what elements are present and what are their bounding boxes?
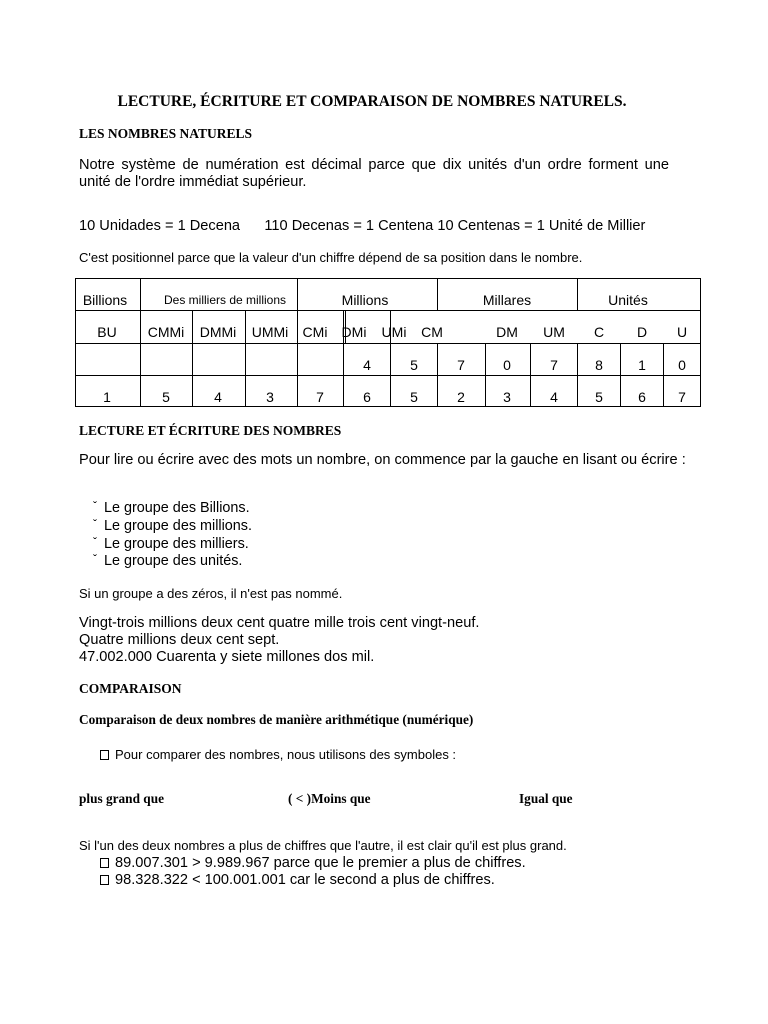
row1-value: 8 xyxy=(595,357,603,373)
symbols-intro: Pour comparer des nombres, nous utilisons des symboles : xyxy=(100,747,456,762)
order-label: U xyxy=(676,324,688,340)
order-label: BU xyxy=(97,324,117,340)
order-label: UMMi xyxy=(251,324,289,340)
document-title: LECTURE, ÉCRITURE ET COMPARAISON DE NOMBRES NATURELS. xyxy=(117,93,627,110)
symbol-equal: Igual que xyxy=(519,791,573,806)
group-billions: Billions xyxy=(82,292,128,308)
order-label: DMi xyxy=(341,324,367,340)
caron-bullet-icon: ˇ xyxy=(93,499,97,513)
order-label: CMMi xyxy=(147,324,185,340)
row2-value: 3 xyxy=(266,389,274,405)
group-millions: Millions xyxy=(341,292,389,308)
order-label: DM xyxy=(496,324,518,340)
row2-value: 2 xyxy=(457,389,465,405)
list-item: 98.328.322 < 100.001.001 car le second a plus de chiffres. xyxy=(100,872,526,889)
row1-value: 7 xyxy=(457,357,465,373)
comparison-subheading: Comparaison de deux nombres de manière arithmétique (numérique) xyxy=(79,712,474,727)
row2-value: 7 xyxy=(678,389,686,405)
symbol-greater-than: plus grand que xyxy=(79,791,164,806)
section-heading-natural-numbers: LES NOMBRES NATURELS xyxy=(79,126,253,141)
row1-value: 0 xyxy=(678,357,686,373)
order-label: UMi xyxy=(381,324,407,340)
group-millares: Millares xyxy=(482,292,532,308)
empty-box-bullet-icon xyxy=(100,875,109,885)
example-line: 47.002.000 Cuarenta y siete millones dos mil. xyxy=(79,649,375,665)
zeros-note: Si un groupe a des zéros, il n'est pas nommé. xyxy=(79,586,343,601)
row1-value: 7 xyxy=(550,357,558,373)
group-unites: Unités xyxy=(608,292,648,308)
caron-bullet-icon: ˇ xyxy=(93,534,97,549)
comparison-examples xyxy=(100,855,526,889)
example-line: Quatre millions deux cent sept. xyxy=(79,632,280,648)
caron-bullet-icon: ˇ xyxy=(93,552,97,567)
row2-value: 4 xyxy=(550,389,558,405)
row2-value: 6 xyxy=(363,389,371,405)
row2-value: 6 xyxy=(638,389,646,405)
list-item: ˇ Le groupe des millions. xyxy=(93,516,252,534)
list-item: ˇ Le groupe des milliers. xyxy=(93,534,249,552)
row2-value: 5 xyxy=(410,389,418,405)
row2-value: 4 xyxy=(214,389,222,405)
order-label: D xyxy=(636,324,648,340)
list-item: ˇ Le groupe des unités. xyxy=(93,552,243,570)
group-bullet-list xyxy=(93,500,252,571)
order-label: DMMi xyxy=(199,324,237,340)
row2-value: 5 xyxy=(162,389,170,405)
row1-value: 0 xyxy=(503,357,511,373)
place-value-table xyxy=(75,278,701,407)
order-label: CMi xyxy=(302,324,328,340)
symbol-less-than: ( < )Moins que xyxy=(288,791,371,806)
row2-value: 1 xyxy=(103,389,111,405)
equivalences-line: 10 Unidades = 1 Decena 110 Decenas = 1 Centena 10 Centenas = 1 Unité de Millier xyxy=(79,218,646,234)
row2-value: 3 xyxy=(503,389,511,405)
positional-note: C'est positionnel parce que la valeur d'un chiffre dépend de sa position dans le nombre. xyxy=(79,250,583,265)
order-label: CM xyxy=(421,324,443,340)
row1-value: 5 xyxy=(410,357,418,373)
row1-value: 1 xyxy=(638,357,646,373)
example-line: Vingt-trois millions deux cent quatre mille trois cent vingt-neuf. xyxy=(79,615,480,631)
row1-value: 4 xyxy=(363,357,371,373)
row2-value: 5 xyxy=(595,389,603,405)
order-label: C xyxy=(593,324,605,340)
empty-box-bullet-icon xyxy=(100,858,109,868)
section-heading-comparison: COMPARAISON xyxy=(79,681,182,696)
empty-box-bullet-icon xyxy=(100,750,109,760)
caron-bullet-icon: ˇ xyxy=(93,516,97,531)
order-label: UM xyxy=(543,324,565,340)
reading-paragraph: Pour lire ou écrire avec des mots un nombre, on commence par la gauche en lisant ou écrire : xyxy=(79,452,686,468)
list-item: ˇ Le groupe des Billions. xyxy=(93,499,250,516)
section-heading-reading-writing: LECTURE ET ÉCRITURE DES NOMBRES xyxy=(79,423,342,438)
comparison-rule: Si l'un des deux nombres a plus de chiffres que l'autre, il est clair qu'il est plus grand. xyxy=(79,838,567,853)
row2-value: 7 xyxy=(316,389,324,405)
group-milliers-de-millions: Des milliers de millions xyxy=(163,293,287,307)
list-item: 89.007.301 > 9.989.967 parce que le premier a plus de chiffres. xyxy=(100,855,526,872)
decimal-system-paragraph: Notre système de numération est décimal parce que dix unités d'un ordre forment une unité de l'ordre immédiat supérieur. xyxy=(79,157,669,190)
examples-block xyxy=(79,615,479,666)
